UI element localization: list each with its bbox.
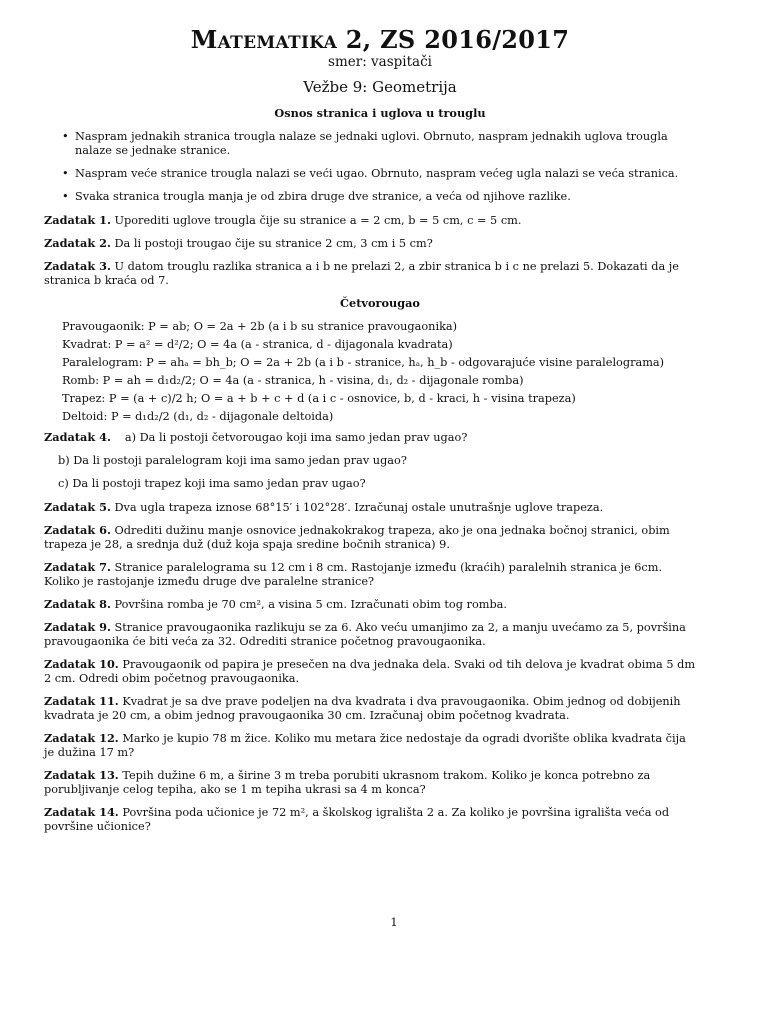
task-11: Zadatak 11. Kvadrat je sa dve prave podeljen na dva kvadrata i dva pravougaonika. Obim jednog od dobijenih kvadrata je 20 cm, a obim jednog pravougaonika 30 cm. Izračunaj obim početnog kvadrata.	[44, 694, 681, 722]
document-title: Matematika 2, ZS 2016/2017	[190, 25, 570, 54]
formula-kite: Deltoid: P = d₁d₂/2 (d₁, d₂ - dijagonale deltoida)	[62, 410, 334, 423]
task-8: Zadatak 8. Površina romba je 70 cm², a visina 5 cm. Izračunati obim tog romba.	[44, 597, 508, 611]
bullet-icon: •	[62, 190, 69, 203]
formula-list	[62, 320, 696, 424]
bullet-icon: •	[62, 130, 69, 143]
task-14: Zadatak 14. Površina poda učionice je 72 m², a školskog igrališta 2 a. Za koliko je površina igrališta veća od površine učionice?	[44, 805, 670, 833]
formula-trapezoid: Trapez: P = (a + c)/2 h; O = a + b + c + d (a i c - osnovice, b, d - kraci, h - visina trapeza)	[62, 392, 576, 405]
task-1: Zadatak 1. Uporediti uglove trougla čije su stranice a = 2 cm, b = 5 cm, c = 5 cm.	[44, 213, 522, 227]
task-10: Zadatak 10. Pravougaonik od papira je presečen na dva jednaka dela. Svaki od tih delova je kvadrat obima 5 dm 2 cm. Odredi obim početnog pravougaonika.	[44, 657, 696, 685]
task-6: Zadatak 6. Odrediti dužinu manje osnovice jednakokrakog trapeza, ako je ona jednaka bočnoj stranici, obim trapeza je 28, a srednja duž (duž koja spaja sredine bočnih stranica) 9.	[44, 523, 670, 551]
task-9: Zadatak 9. Stranice pravougaonika razlikuju se za 6. Ako veću umanjimo za 2, a manju uvećamo za 5, površina pravougaonika će biti veća za 32. Odrediti stranice početnog pravougaonika.	[44, 620, 686, 648]
task-3: Zadatak 3. U datom trouglu razlika stranica a i b ne prelazi 2, a zbir stranica b i c ne prelazi 5. Dokazati da je stranica b kraća od 7.	[44, 259, 679, 287]
triangle-rules-list	[44, 130, 696, 204]
formula-square: Kvadrat: P = a² = d²/2; O = 4a (a - stranica, d - dijagonala kvadrata)	[62, 338, 453, 351]
task-7: Zadatak 7. Stranice paralelograma su 12 cm i 8 cm. Rastojanje između (kraćih) paralelnih stranica je 6cm. Koliko je rastojanje između druge dve paralelne stranice?	[44, 560, 663, 588]
exercise-title: Vežbe 9: Geometrija	[303, 78, 457, 96]
task-4-c: c) Da li postoji trapez koji ima samo jedan prav ugao?	[58, 477, 366, 490]
task-12: Zadatak 12. Marko je kupio 78 m žice. Koliko mu metara žice nedostaje da ogradi dvorište oblika kvadrata čija je dužina 17 m?	[44, 731, 686, 759]
task-13: Zadatak 13. Tepih dužine 6 m, a širine 3 m treba porubiti ukrasnom trakom. Koliko je konca potrebno za porubljivanje celog tepiha, ako se 1 m tepiha ukrasi sa 4 m konca?	[44, 768, 651, 796]
section-title-quadrilateral: Četvorougao	[340, 296, 420, 310]
formula-rhombus: Romb: P = ah = d₁d₂/2; O = 4a (a - stranica, h - visina, d₁, d₂ - dijagonale romba)	[62, 374, 524, 387]
section-title-triangle: Osnos stranica i uglova u trouglu	[274, 106, 486, 120]
task-4-b: b) Da li postoji paralelogram koji ima samo jedan prav ugao?	[58, 454, 407, 467]
list-item: • Svaka stranica trougla manja je od zbira druge dve stranice, a veća od njihove razlike.	[62, 190, 571, 203]
bullet-icon: •	[62, 167, 69, 180]
task-2: Zadatak 2. Da li postoji trougao čije su stranice 2 cm, 3 cm i 5 cm?	[44, 236, 433, 250]
formula-parallelogram: Paralelogram: P = ahₐ = bh_b; O = 2a + 2b (a i b - stranice, hₐ, h_b - odgovarajuće visine paralelograma)	[62, 356, 665, 369]
list-item: • Naspram veće stranice trougla nalazi se veći ugao. Obrnuto, naspram većeg ugla nalazi se veća stranica.	[62, 167, 679, 180]
list-item: • Naspram jednakih stranica trougla nalaze se jednaki uglovi. Obrnuto, naspram jednakih uglova trougla nalaze se jednake stranice.	[62, 130, 668, 157]
document-subtitle: smer: vaspitači	[328, 54, 432, 70]
formula-rectangle: Pravougaonik: P = ab; O = 2a + 2b (a i b su stranice pravougaonika)	[62, 320, 458, 333]
page-number: 1	[390, 916, 398, 929]
task-5: Zadatak 5. Dva ugla trapeza iznose 68°15′ i 102°28′. Izračunaj ostale unutrašnje uglove trapeza.	[44, 500, 604, 514]
task-4: Zadatak 4. a) Da li postoji četvorougao koji ima samo jedan prav ugao?	[44, 430, 468, 444]
